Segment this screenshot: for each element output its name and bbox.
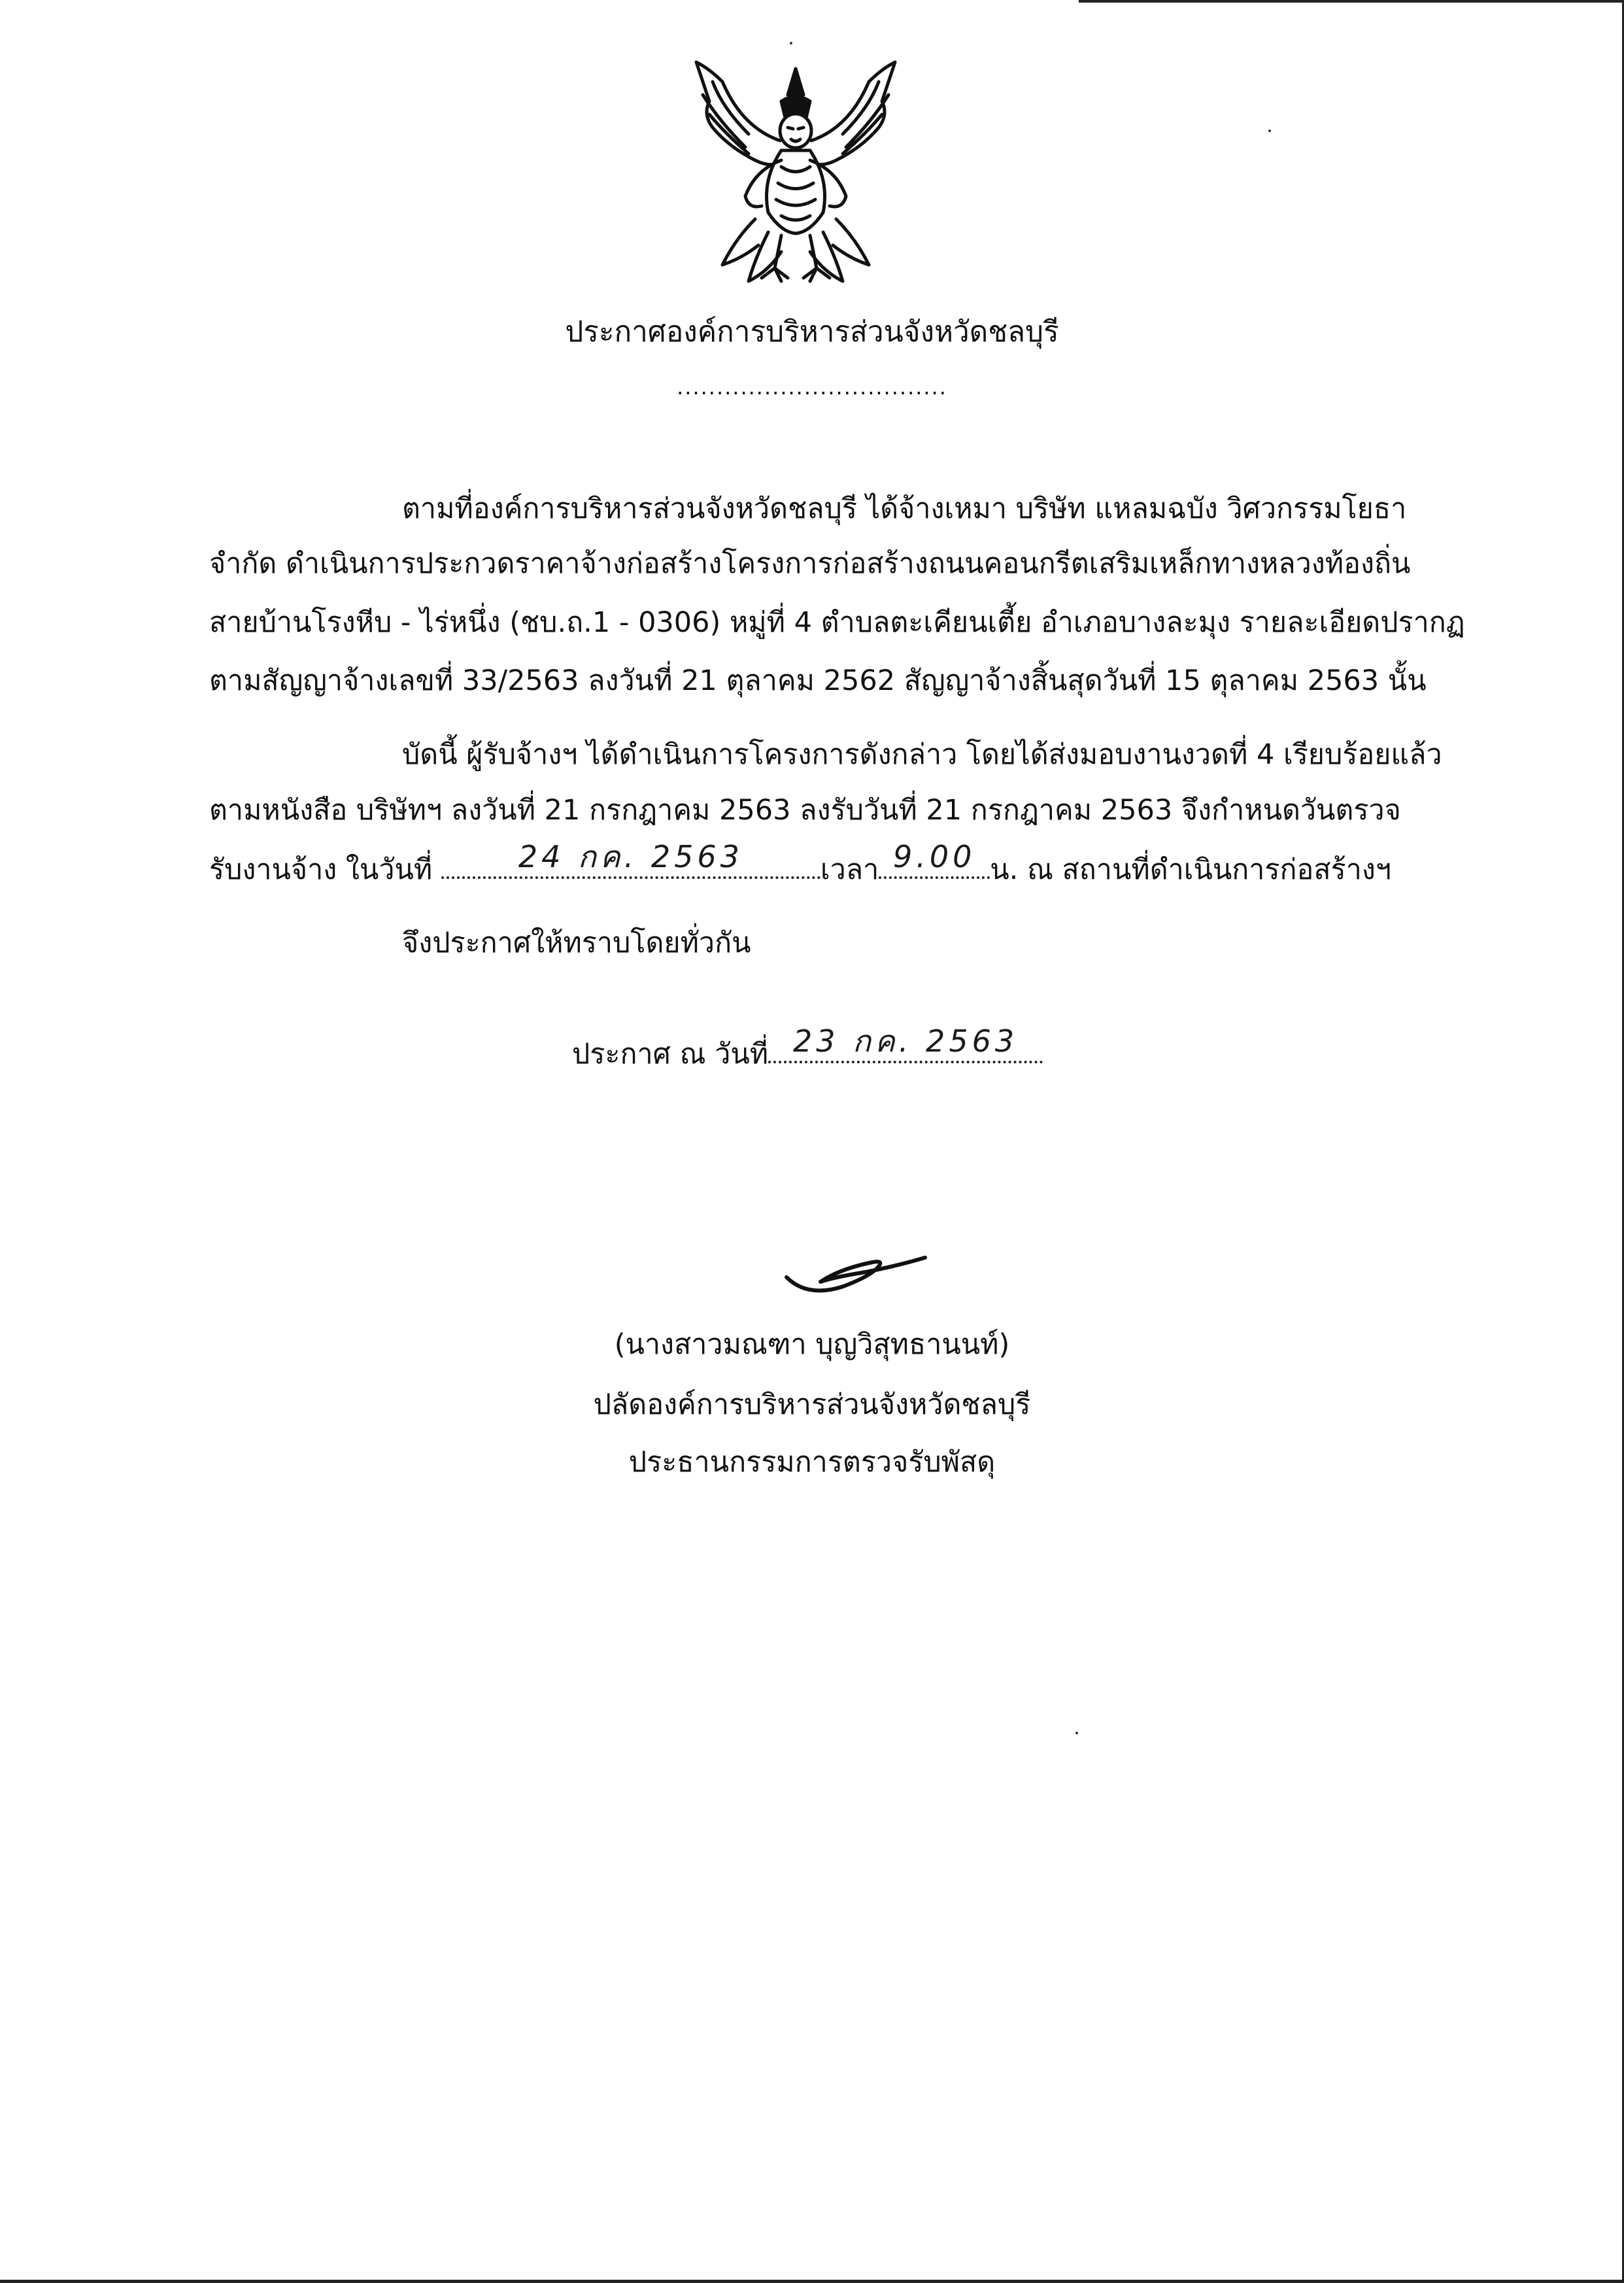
announcement-date-handwritten: 23 กค. 2563 bbox=[793, 1023, 1019, 1059]
paragraph1-line1: ตามที่องค์การบริหารส่วนจังหวัดชลบุรี ได้จ้างเหมา บริษัท แหลมฉบัง วิศวกรรมโยธา bbox=[402, 492, 1407, 525]
scan-edge-top bbox=[1079, 0, 1624, 3]
inspection-suffix: น. ณ สถานที่ดำเนินการก่อสร้างฯ bbox=[990, 853, 1392, 886]
document-title: ประกาศองค์การบริหารส่วนจังหวัดชลบุรี bbox=[565, 315, 1059, 349]
paragraph1-line2: จำกัด ดำเนินการประกวดราคาจ้างก่อสร้างโครงการก่อสร้างถนนคอนกรีตเสริมเหล็กทางหลวงท้องถิ่น bbox=[209, 547, 1411, 580]
scan-speck bbox=[1268, 129, 1271, 132]
inspection-date-field bbox=[441, 839, 820, 879]
garuda-emblem-icon bbox=[683, 56, 909, 288]
scan-speck bbox=[1075, 1732, 1078, 1734]
inspection-time-handwritten: 9.00 bbox=[893, 839, 976, 874]
announcement-date-line bbox=[572, 1023, 1043, 1074]
signatory-name: (นางสาวมณฑา บุญวิสุทธานนท์) bbox=[614, 1328, 1010, 1361]
announcement-label: ประกาศ ณ วันที่ bbox=[572, 1038, 769, 1071]
paragraph2-line1: บัดนี้ ผู้รับจ้างฯ ได้ดำเนินการโครงการดังกล่าว โดยได้ส่งมอบงานงวดที่ 4 เรียบร้อยแล้ว bbox=[402, 738, 1442, 771]
closing-statement: จึงประกาศให้ทราบโดยทั่วกัน bbox=[402, 927, 751, 959]
paragraph2-line2: ตามหนังสือ บริษัทฯ ลงวันที่ 21 กรกฎาคม 2563 ลงรับวันที่ 21 กรกฎาคม 2563 จึงกำหนดวันตรวจ bbox=[209, 794, 1401, 827]
inspection-date-line bbox=[209, 839, 1392, 889]
paragraph1-line3: สายบ้านโรงหีบ - ไร่หนึ่ง (ชบ.ถ.1 - 0306) หมู่ที่ 4 ตำบลตะเคียนเตี้ย อำเภอบางละมุง รายละเอียดปรากฏ bbox=[209, 606, 1465, 639]
announcement-date-field bbox=[768, 1023, 1043, 1063]
inspection-time-label: เวลา bbox=[820, 853, 879, 886]
signatory-position: ปลัดองค์การบริหารส่วนจังหวัดชลบุรี bbox=[593, 1388, 1031, 1421]
handwritten-signature bbox=[781, 1246, 932, 1305]
scan-edge-bottom bbox=[0, 2280, 1624, 2283]
inspection-date-handwritten: 24 กค. 2563 bbox=[518, 839, 743, 874]
inspection-prefix: รับงานจ้าง ในวันที่ bbox=[209, 853, 441, 886]
inspection-time-field bbox=[879, 839, 990, 879]
signatory-committee-role: ประธานกรรมการตรวจรับพัสดุ bbox=[628, 1446, 996, 1479]
paragraph1-line4: ตามสัญญาจ้างเลขที่ 33/2563 ลงวันที่ 21 ตุลาคม 2562 สัญญาจ้างสิ้นสุดวันที่ 15 ตุลาคม 2563 นั้น bbox=[209, 664, 1427, 697]
scan-speck bbox=[790, 42, 792, 44]
title-dotted-rule: .................................. bbox=[677, 375, 947, 400]
